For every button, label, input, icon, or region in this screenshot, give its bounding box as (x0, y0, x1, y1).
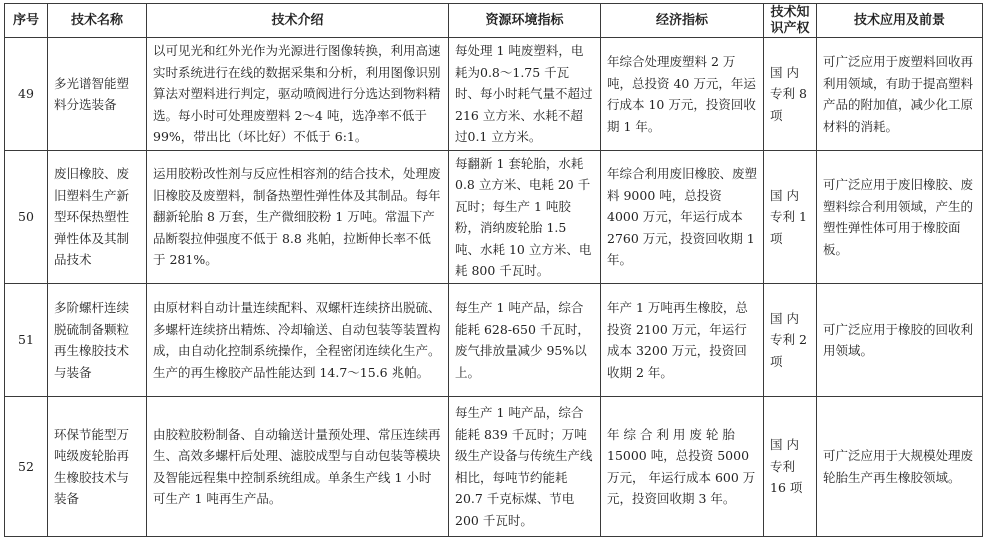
table-row (5, 38, 983, 151)
cell-application: 可广泛应用于废塑料回收再利用领域，有助于提高塑料产品的附加值，减少化工原材料的消耗。 (817, 38, 983, 151)
cell-index: 51 (5, 284, 48, 397)
header-name: 技术名称 (48, 4, 147, 38)
cell-index: 50 (5, 151, 48, 284)
cell-intro: 运用胶粉改性剂与反应性相容剂的结合技术，处理废旧橡胶及废塑料，制备热塑性弹性体及其制品。每年翻新轮胎 8 万套，生产微细胶粉 1 万吨。常温下产品断裂拉伸强度不低于 8.8 兆帕，拉断伸长率不低于 281%。 (147, 151, 449, 284)
cell-name: 多阶螺杆连续脱硫制备颗粒再生橡胶技术与装备 (48, 284, 147, 397)
cell-ip: 国 内 专利 2 项 (764, 284, 817, 397)
cell-index: 52 (5, 397, 48, 537)
cell-economic: 年 综 合 利 用 废 轮 胎 15000 吨，总投资 5000 万元， 年运行成本 600 万元，投资回收期 3 年。 (601, 397, 764, 537)
table-row (5, 284, 983, 397)
cell-resource: 每翻新 1 套轮胎，水耗 0.8 立方米、电耗 20 千瓦时；每生产 1 吨胶粉，消纳废轮胎 1.5 吨、水耗 10 立方米、电耗 800 千瓦时。 (449, 151, 601, 284)
technology-table (4, 3, 983, 537)
cell-ip: 国 内 专利 8 项 (764, 38, 817, 151)
header-application: 技术应用及前景 (817, 4, 983, 38)
cell-intro: 由原材料自动计量连续配料、双螺杆连续挤出脱硫、多螺杆连续挤出精炼、冷却输送、自动包装等装置构成，由自动化控制系统操作，全程密闭连续化生产。生产的再生橡胶产品性能达到 14.7～15.6 兆帕。 (147, 284, 449, 397)
cell-name: 环保节能型万吨级废轮胎再生橡胶技术与装备 (48, 397, 147, 537)
cell-name: 废旧橡胶、废旧塑料生产新型环保热塑性弹性体及其制品技术 (48, 151, 147, 284)
cell-economic: 年综合利用废旧橡胶、废塑料 9000 吨，总投资 4000 万元，年运行成本 2760 万元，投资回收期 1 年。 (601, 151, 764, 284)
cell-application: 可广泛应用于大规模处理废轮胎生产再生橡胶领域。 (817, 397, 983, 537)
header-row (5, 4, 983, 38)
table-row (5, 397, 983, 537)
cell-intro: 由胶粒胶粉制备、自动输送计量预处理、常压连续再生、高效多螺杆后处理、滤胶成型与自动包装等模块及智能远程集中控制系统组成。单条生产线 1 小时可生产 1 吨再生产品。 (147, 397, 449, 537)
header-index: 序号 (5, 4, 48, 38)
cell-ip: 国 内 专利 16 项 (764, 397, 817, 537)
cell-ip: 国 内 专利 1 项 (764, 151, 817, 284)
header-resource: 资源环境指标 (449, 4, 601, 38)
cell-resource: 每处理 1 吨废塑料，电耗为0.8～1.75 千瓦时、每小时耗气量不超过216 立方米、水耗不超过0.1 立方米。 (449, 38, 601, 151)
cell-economic: 年综合处理废塑料 2 万吨，总投资 40 万元，年运行成本 10 万元，投资回收期 1 年。 (601, 38, 764, 151)
header-economic: 经济指标 (601, 4, 764, 38)
header-intro: 技术介绍 (147, 4, 449, 38)
cell-index: 49 (5, 38, 48, 151)
cell-application: 可广泛应用于废旧橡胶、废塑料综合利用领域，产生的塑性弹性体可用于橡胶面板。 (817, 151, 983, 284)
cell-application: 可广泛应用于橡胶的回收利用领域。 (817, 284, 983, 397)
cell-resource: 每生产 1 吨产品，综合能耗 839 千瓦时；万吨级生产设备与传统生产线相比，每吨节约能耗 20.7 千克标煤、节电 200 千瓦时。 (449, 397, 601, 537)
header-ip: 技术知识产权 (764, 4, 817, 38)
cell-name: 多光谱智能塑料分选装备 (48, 38, 147, 151)
table-row (5, 151, 983, 284)
cell-resource: 每生产 1 吨产品，综合能耗 628-650 千瓦时，废气排放量减少 95%以上。 (449, 284, 601, 397)
cell-intro: 以可见光和红外光作为光源进行图像转换，利用高速实时系统进行在线的数据采集和分析，利用图像识别算法对塑料进行判定，驱动喷阀进行分选达到物料精选。每小时可处理废塑料 2～4 吨，选净率不低于 99%，带出比（坏比好）不低于 6:1。 (147, 38, 449, 151)
cell-economic: 年产 1 万吨再生橡胶，总投资 2100 万元，年运行成本 3200 万元，投资回收期 2 年。 (601, 284, 764, 397)
